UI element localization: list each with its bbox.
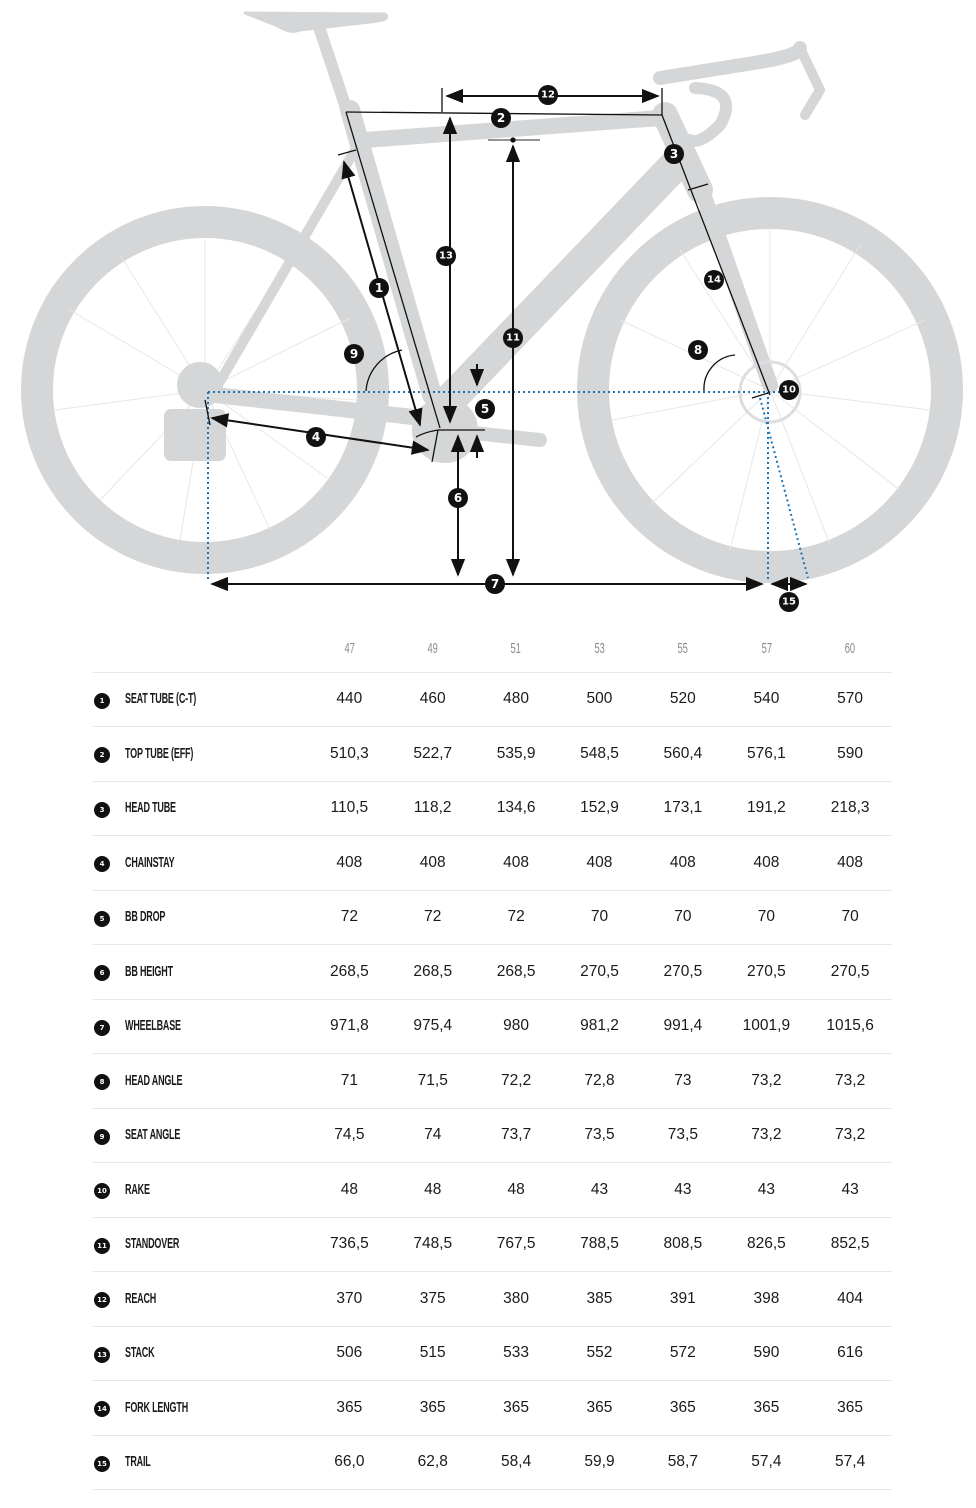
value-cell: 191,2 — [746, 799, 786, 817]
svg-text:14: 14 — [707, 274, 721, 286]
row-number-badge: 8 — [94, 1074, 110, 1090]
table-row — [93, 1272, 892, 1327]
value-cell: 270,5 — [580, 962, 619, 980]
row-number-badge: 5 — [94, 911, 110, 927]
value-cell: 270,5 — [746, 962, 786, 980]
value-cell: 73,2 — [835, 1071, 866, 1089]
svg-text:9: 9 — [349, 347, 359, 361]
callout-badge-3 — [664, 144, 684, 164]
table-row — [93, 1326, 892, 1381]
row-label: TRAIL — [125, 1453, 151, 1471]
value-cell: 440 — [336, 690, 363, 708]
value-cell: 408 — [419, 853, 446, 871]
value-cell: 118,2 — [413, 799, 452, 817]
value-cell: 590 — [837, 744, 864, 762]
value-cell: 43 — [841, 1180, 859, 1198]
row-label: SEAT ANGLE — [125, 1126, 181, 1144]
value-cell: 1001,9 — [742, 1017, 791, 1035]
value-cell: 365 — [837, 1398, 864, 1416]
value-cell: 408 — [503, 853, 530, 871]
callout-badge-5 — [475, 399, 495, 419]
table-row — [93, 781, 892, 836]
value-cell: 70 — [674, 908, 692, 926]
value-cell: 72 — [340, 908, 358, 926]
value-cell: 72 — [424, 908, 442, 926]
value-cell: 73,2 — [751, 1071, 782, 1089]
row-number-badge: 15 — [94, 1456, 110, 1472]
row-number-badge: 14 — [94, 1401, 110, 1417]
svg-text:8: 8 — [693, 343, 703, 357]
row-number-badge: 10 — [94, 1183, 110, 1199]
table-row — [93, 1163, 892, 1218]
row-number-badge: 1 — [94, 693, 110, 709]
size-header: 57 — [761, 640, 772, 658]
value-cell: 270,5 — [830, 962, 870, 980]
callout-badge-1 — [369, 278, 389, 298]
row-label: BB HEIGHT — [125, 962, 173, 980]
table-row — [93, 836, 892, 891]
value-cell: 58,7 — [667, 1453, 698, 1471]
value-cell: 57,4 — [751, 1453, 782, 1471]
value-cell: 576,1 — [746, 744, 786, 762]
callout-badge-9 — [344, 344, 364, 364]
value-cell: 560,4 — [663, 744, 703, 762]
value-cell: 548,5 — [580, 744, 619, 762]
value-cell: 268,5 — [496, 962, 536, 980]
value-cell: 980 — [503, 1017, 530, 1035]
value-cell: 110,5 — [330, 799, 369, 817]
size-header: 47 — [344, 640, 355, 658]
value-cell: 365 — [753, 1398, 780, 1416]
size-header: 60 — [844, 640, 856, 658]
svg-text:3: 3 — [669, 147, 679, 161]
value-cell: 72 — [507, 908, 525, 926]
value-cell: 268,5 — [413, 962, 453, 980]
value-cell: 365 — [586, 1398, 613, 1416]
value-cell: 73,7 — [501, 1126, 532, 1144]
row-number-badge: 3 — [94, 802, 110, 818]
table-row — [93, 1054, 892, 1109]
value-cell: 788,5 — [580, 1235, 619, 1253]
value-cell: 540 — [753, 690, 780, 708]
value-cell: 460 — [419, 690, 446, 708]
value-cell: 73 — [674, 1071, 692, 1089]
value-cell: 408 — [669, 853, 696, 871]
svg-text:6: 6 — [453, 491, 463, 505]
table-row — [93, 1217, 892, 1272]
value-cell: 385 — [586, 1289, 613, 1307]
callout-badge-10 — [779, 380, 799, 400]
callout-badge-6 — [448, 488, 468, 508]
size-header: 49 — [427, 640, 438, 658]
svg-text:7: 7 — [490, 577, 500, 591]
header-spacer — [96, 626, 107, 672]
value-cell: 70 — [841, 908, 859, 926]
value-cell: 48 — [507, 1180, 525, 1198]
callout-badge-2 — [491, 108, 511, 128]
value-cell: 408 — [586, 853, 613, 871]
row-label: WHEELBASE — [125, 1017, 181, 1035]
value-cell: 73,2 — [751, 1126, 782, 1144]
callout-badge-14 — [704, 270, 724, 290]
value-cell: 365 — [503, 1398, 530, 1416]
value-cell: 43 — [757, 1180, 776, 1198]
value-cell: 48 — [340, 1180, 358, 1198]
row-label: REACH — [125, 1289, 157, 1307]
value-cell: 66,0 — [334, 1453, 365, 1471]
row-number-badge: 4 — [94, 856, 110, 872]
value-cell: 270,5 — [663, 962, 703, 980]
table-row — [93, 890, 892, 945]
value-cell: 73,2 — [835, 1126, 866, 1144]
callout-badge-15 — [779, 592, 799, 612]
row-label: FORK LENGTH — [125, 1398, 189, 1416]
row-label: RAKE — [125, 1180, 150, 1198]
value-cell: 62,8 — [417, 1453, 448, 1471]
value-cell: 73,5 — [584, 1126, 615, 1144]
value-cell: 1015,6 — [826, 1017, 874, 1035]
value-cell: 535,9 — [496, 744, 536, 762]
row-label: STANDOVER — [125, 1235, 180, 1253]
table-row — [93, 1381, 892, 1436]
value-cell: 991,4 — [663, 1017, 703, 1035]
row-number-badge: 9 — [94, 1129, 110, 1145]
value-cell: 506 — [336, 1344, 363, 1362]
value-cell: 73,5 — [667, 1126, 698, 1144]
value-cell: 268,5 — [329, 962, 369, 980]
size-header: 51 — [510, 640, 522, 658]
svg-text:15: 15 — [782, 596, 796, 608]
callout-badge-12 — [538, 85, 558, 105]
svg-text:1: 1 — [374, 281, 384, 295]
table-row — [93, 999, 892, 1054]
row-label: STACK — [125, 1344, 155, 1362]
value-cell: 365 — [419, 1398, 446, 1416]
svg-text:2: 2 — [496, 111, 506, 125]
value-cell: 218,3 — [830, 799, 870, 817]
svg-text:13: 13 — [439, 250, 453, 262]
row-number-badge: 13 — [94, 1347, 110, 1363]
row-label: SEAT TUBE (C-T) — [125, 690, 197, 708]
value-cell: 510,3 — [329, 744, 369, 762]
value-cell: 552 — [586, 1344, 613, 1362]
value-cell: 391 — [669, 1289, 696, 1307]
value-cell: 408 — [336, 853, 363, 871]
row-label: CHAINSTAY — [125, 853, 175, 871]
bike-geometry-diagram — [0, 0, 976, 620]
table-row — [93, 945, 892, 1000]
value-cell: 71,5 — [417, 1071, 448, 1089]
value-cell: 58,4 — [501, 1453, 532, 1471]
value-cell: 852,5 — [830, 1235, 870, 1253]
geometry-table — [93, 626, 892, 1490]
row-label: TOP TUBE (EFF) — [125, 744, 194, 762]
value-cell: 72,2 — [501, 1071, 532, 1089]
svg-text:11: 11 — [506, 332, 520, 344]
value-cell: 520 — [669, 690, 696, 708]
value-cell: 408 — [837, 853, 864, 871]
size-header: 53 — [594, 640, 605, 658]
row-label: HEAD TUBE — [125, 799, 176, 817]
value-cell: 533 — [503, 1344, 530, 1362]
value-cell: 380 — [503, 1289, 530, 1307]
value-cell: 480 — [503, 690, 530, 708]
value-cell: 570 — [837, 690, 864, 708]
callout-badge-8 — [688, 340, 708, 360]
svg-text:10: 10 — [782, 384, 796, 396]
value-cell: 408 — [753, 853, 780, 871]
svg-text:5: 5 — [480, 402, 490, 416]
callout-badge-7 — [485, 574, 505, 594]
callout-badge-13 — [436, 246, 456, 266]
value-cell: 572 — [669, 1344, 696, 1362]
value-cell: 370 — [336, 1289, 363, 1307]
value-cell: 152,9 — [580, 799, 619, 817]
size-header-row — [93, 626, 892, 672]
row-label: BB DROP — [125, 908, 166, 926]
value-cell: 173,1 — [663, 799, 703, 817]
size-header: 55 — [677, 640, 689, 658]
svg-text:4: 4 — [311, 430, 321, 444]
callout-badge-4 — [306, 427, 326, 447]
row-label: HEAD ANGLE — [125, 1071, 183, 1089]
value-cell: 375 — [419, 1289, 446, 1307]
value-cell: 74,5 — [334, 1126, 365, 1144]
value-cell: 522,7 — [413, 744, 453, 762]
value-cell: 808,5 — [663, 1235, 703, 1253]
value-cell: 398 — [753, 1289, 780, 1307]
table-row — [93, 1108, 892, 1163]
value-cell: 515 — [419, 1344, 446, 1362]
table-row — [93, 672, 892, 727]
value-cell: 365 — [669, 1398, 696, 1416]
row-number-badge: 11 — [94, 1238, 110, 1254]
value-cell: 500 — [586, 690, 613, 708]
value-cell: 48 — [424, 1180, 442, 1198]
value-cell: 365 — [336, 1398, 363, 1416]
value-cell: 71 — [340, 1071, 358, 1089]
row-number-badge: 6 — [94, 965, 110, 981]
value-cell: 57,4 — [835, 1453, 866, 1471]
value-cell: 74 — [424, 1126, 442, 1144]
value-cell: 59,9 — [584, 1453, 615, 1471]
callout-badge-11 — [503, 328, 523, 348]
table-row — [93, 1435, 892, 1490]
table-row — [93, 727, 892, 782]
row-number-badge: 2 — [94, 747, 110, 763]
value-cell: 767,5 — [496, 1235, 536, 1253]
value-cell: 748,5 — [413, 1235, 453, 1253]
value-cell: 404 — [837, 1289, 864, 1307]
value-cell: 975,4 — [413, 1017, 453, 1035]
header-spacer — [148, 626, 271, 672]
value-cell: 134,6 — [496, 799, 536, 817]
value-cell: 43 — [674, 1180, 692, 1198]
value-cell: 70 — [757, 908, 776, 926]
row-number-badge: 7 — [94, 1020, 110, 1036]
value-cell: 981,2 — [580, 1017, 619, 1035]
value-cell: 826,5 — [746, 1235, 786, 1253]
row-number-badge: 12 — [94, 1292, 110, 1308]
value-cell: 72,8 — [584, 1071, 615, 1089]
value-cell: 70 — [590, 908, 609, 926]
value-cell: 736,5 — [329, 1235, 369, 1253]
value-cell: 616 — [837, 1344, 864, 1362]
value-cell: 43 — [590, 1180, 609, 1198]
value-cell: 590 — [753, 1344, 780, 1362]
svg-text:12: 12 — [541, 89, 555, 101]
value-cell: 971,8 — [329, 1017, 369, 1035]
